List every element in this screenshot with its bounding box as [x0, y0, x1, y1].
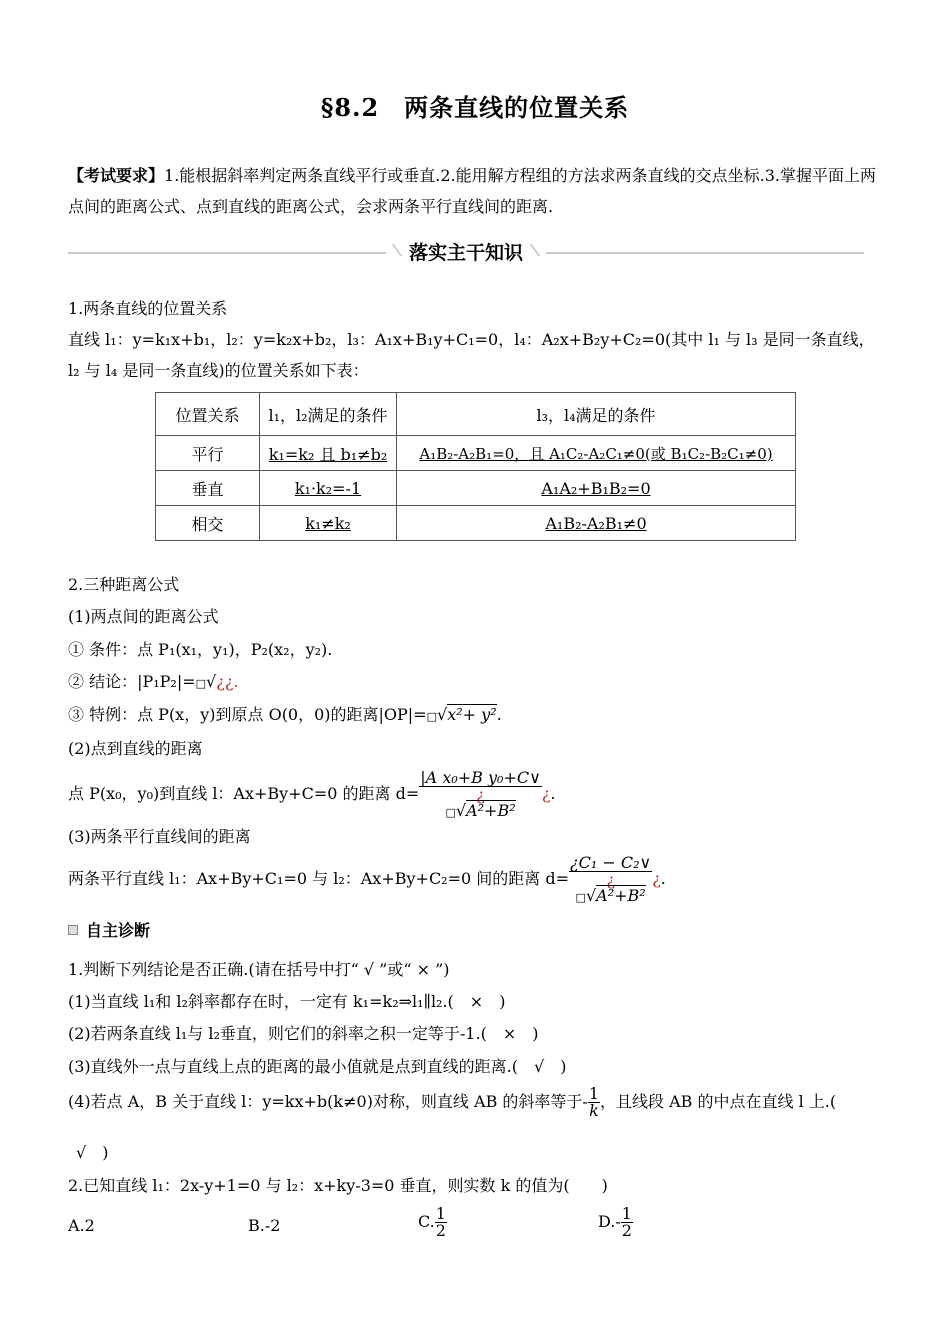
table-cell: k₁·k₂=-1 — [260, 471, 397, 506]
table-header-row — [156, 393, 796, 436]
table-row — [156, 471, 796, 506]
statement-2: (2)若两条直线 l₁与 l₂垂直，则它们的斜率之积一定等于-1.( × ) — [68, 1024, 539, 1043]
parallel-text: 两条平行直线 l₁：Ax+By+C₁=0 与 l₂：Ax+By+C₂=0 间的距离 d= — [68, 869, 570, 888]
distance-fraction — [419, 770, 542, 819]
table-cell: A₁B₂-A₂B₁=0，且 A₁C₂-A₂C₁≠0(或 B₁C₂-B₂C₁≠0) — [397, 436, 796, 471]
table-header-cell: l₃，l₄满足的条件 — [397, 393, 796, 436]
option-a: A.2 — [68, 1216, 95, 1235]
special-case-text: ③ 特例：点 P(x，y)到原点 O(0，0)的距离|OP|= — [68, 705, 427, 724]
fraction-denominator: ¿ □√A²+B² — [445, 785, 516, 820]
radicand: x²+ y² — [447, 705, 497, 724]
table-cell: k₁=k₂ 且 b₁≠b₂ — [260, 436, 397, 471]
question-1: 1.判断下列结论是否正确.(请在括号中打“ √ ”或“ × ”) — [68, 960, 450, 979]
question-2: 2.已知直线 l₁：2x-y+1=0 与 l₂：x+ky-3=0 垂直，则实数 k 的值为( ) — [68, 1176, 608, 1195]
point-line-formula: 点 P(x₀，y₀)到直线 l：Ax+By+C=0 的距离 d= |A x₀+B y₀+C∨ ¿ □√A²+B² ¿. — [68, 768, 556, 820]
conclusion-item: ② 结论：|P₁P₂|=□√¿¿. — [68, 672, 239, 691]
page-title: §8.2 两条直线的位置关系 — [320, 93, 630, 122]
banner-title: 落实主干知识 — [408, 242, 523, 264]
requirements-text: 1.能根据斜率判定两条直线平行或垂直.2.能用解方程组的方法求两条直线的交点坐标.3.掌握平面上两点间的距离公式、点到直线的距离公式，会求两条平行直线间的距离. — [68, 166, 876, 216]
table-cell: 相交 — [156, 506, 260, 541]
table-cell: A₁B₂-A₂B₁≠0 — [397, 506, 796, 541]
garbled-formula: ¿¿. — [216, 672, 239, 691]
fraction-numerator: |A x₀+B y₀+C∨ — [420, 768, 541, 787]
table-row — [156, 436, 796, 471]
point-line-heading: (2)点到直线的距离 — [68, 739, 203, 758]
section2-heading: 2.三种距离公式 — [68, 575, 180, 594]
table-header-cell: l₁，l₂满足的条件 — [260, 393, 397, 436]
option-b: B.-2 — [248, 1216, 281, 1235]
table-row — [156, 506, 796, 541]
table-cell: 平行 — [156, 436, 260, 471]
condition-item: ① 条件：点 P₁(x₁，y₁)，P₂(x₂，y₂). — [68, 640, 333, 659]
table-cell: k₁≠k₂ — [260, 506, 397, 541]
parallel-lines-heading: (3)两条平行直线间的距离 — [68, 827, 251, 846]
requirements-label: 【考试要求】 — [68, 166, 165, 185]
table-header-cell: 位置关系 — [156, 393, 260, 436]
relation-table — [155, 392, 796, 541]
option-d: D.- $\frac{1}{2}$ — [598, 1204, 632, 1240]
option-c: C. $\frac{1}{2}$ — [418, 1204, 446, 1240]
parallel-distance-formula: 两条平行直线 l₁：Ax+By+C₁=0 与 l₂：Ax+By+C₂=0 间的距离 d= ¿C₁ − C₂∨ ¿ □√A²+B² ¿. — [68, 853, 666, 905]
section1-intro: 直线 l₁：y=k₁x+b₁，l₂：y=k₂x+b₂，l₃：A₁x+B₁y+C₁=0，l₄：A₂x+B₂y+C₂=0(其中 l₁ 与 l₃ 是同一条直线，l₂ 与 l₄ 是同一条直线)的位置关系如下表： — [68, 330, 875, 380]
exam-requirements — [68, 160, 883, 222]
two-point-distance-heading: (1)两点间的距离公式 — [68, 607, 219, 626]
slope-fraction: $\frac{1}{k}$ — [588, 1084, 600, 1120]
conclusion-text: ② 结论：|P₁P₂|= — [68, 672, 196, 691]
statement-4: (4)若点 A，B 关于直线 l：y=kx+b(k≠0)对称，则直线 AB 的斜率等于- $\frac{1}{k}$ ，且线段 AB 的中点在直线 l 上.( — [68, 1084, 837, 1120]
point-line-text: 点 P(x₀，y₀)到直线 l：Ax+By+C=0 的距离 d= — [68, 784, 420, 803]
table-cell: 垂直 — [156, 471, 260, 506]
fraction-numerator: ¿C₁ − C₂∨ — [570, 853, 652, 872]
fraction-denominator: ¿ □√A²+B² — [575, 870, 646, 905]
statement-3: (3)直线外一点与直线上点的距离的最小值就是点到直线的距离.( √ ) — [68, 1057, 567, 1076]
banner-rule-right — [546, 252, 864, 254]
statement-4-answer: √ ) — [76, 1143, 109, 1162]
square-icon — [68, 925, 78, 935]
self-diagnosis-heading: 自主诊断 — [68, 918, 150, 941]
statement-1: (1)当直线 l₁和 l₂斜率都存在时，一定有 k₁=k₂⇒l₁∥l₂.( × ) — [68, 992, 506, 1011]
section1-heading: 1.两条直线的位置关系 — [68, 299, 228, 318]
table-cell: A₁A₂+B₁B₂=0 — [397, 471, 796, 506]
parallel-fraction — [569, 855, 652, 904]
special-case-item: ③ 特例：点 P(x，y)到原点 O(0，0)的距离|OP|=□√x²+ y². — [68, 705, 502, 724]
section-banner — [68, 238, 864, 270]
